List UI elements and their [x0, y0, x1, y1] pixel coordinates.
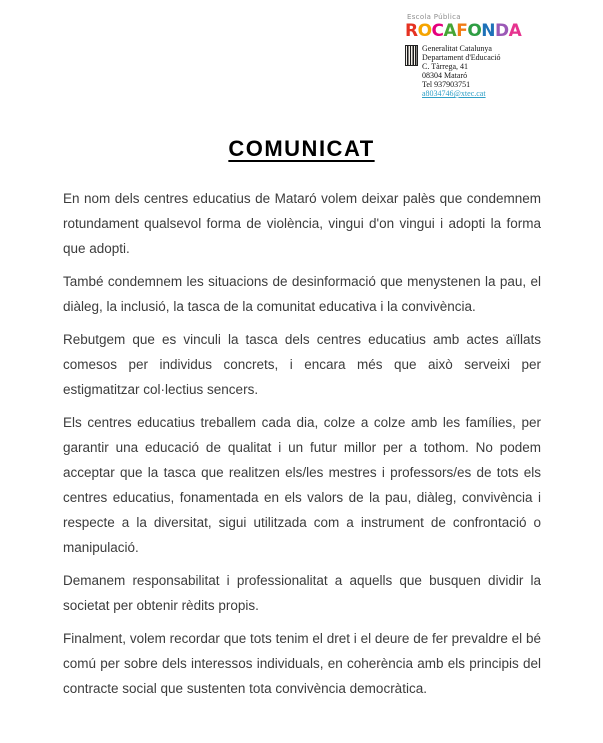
title-wrap — [0, 136, 603, 162]
paragraph: Demanem responsabilitat i professionalitat a aquells que busquen dividir la societat per obtenir rèdits propis. — [63, 573, 541, 613]
paragraph: Finalment, volem recordar que tots tenim el dret i el deure de fer prevaldre el bé comú per sobre dels interessos individuals, en coherència amb els principis del contracte social que sustenten tota convivència democràtica. — [63, 631, 541, 696]
school-tagline: Escola Pública — [407, 13, 461, 21]
generalitat-senyera-icon — [405, 45, 418, 66]
org-line: 08304 Mataró — [422, 71, 468, 80]
paragraph: També condemnem les situacions de desinformació que menystenen la pau, el diàleg, la inclusió, la tasca de la comunitat educativa i la convivència. — [63, 274, 541, 314]
email-link[interactable]: a8034746@xtec.cat — [422, 89, 486, 98]
school-logo: ROCAFONDA — [405, 21, 522, 41]
org-line: Tel 937903751 — [422, 80, 471, 89]
org-line: C. Tàrrega, 41 — [422, 62, 469, 71]
paragraph: En nom dels centres educatius de Mataró volem deixar palès que condemnem rotundament qualsevol forma de violència, vingui d'on vingui i adopti la forma que adopti. — [63, 191, 541, 256]
paragraph: Rebutgem que es vinculi la tasca dels centres educatius amb actes aïllats comesos per individus concrets, i encara més que això serveixi per estigmatitzar col·lectius sencers. — [63, 332, 541, 397]
paragraph: Els centres educatius treballem cada dia, colze a colze amb les famílies, per garantir una educació de qualitat i un futur millor per a tothom. No podem acceptar que la tasca que realitzen els/les mestres i professors/es de tots els centres educatius, fonamentada en els valors de la pau, diàleg, convivència i respecte a la diversitat, sigui utilitzada com a instrument de confrontació o manipulació. — [63, 415, 541, 555]
letterhead — [405, 13, 555, 98]
org-block — [405, 44, 555, 98]
org-line: Departament d'Educació — [422, 53, 501, 62]
document-body — [63, 186, 541, 709]
org-line: Generalitat Catalunya — [422, 44, 492, 53]
org-address — [422, 44, 501, 98]
page-title: COMUNICAT — [228, 136, 375, 161]
